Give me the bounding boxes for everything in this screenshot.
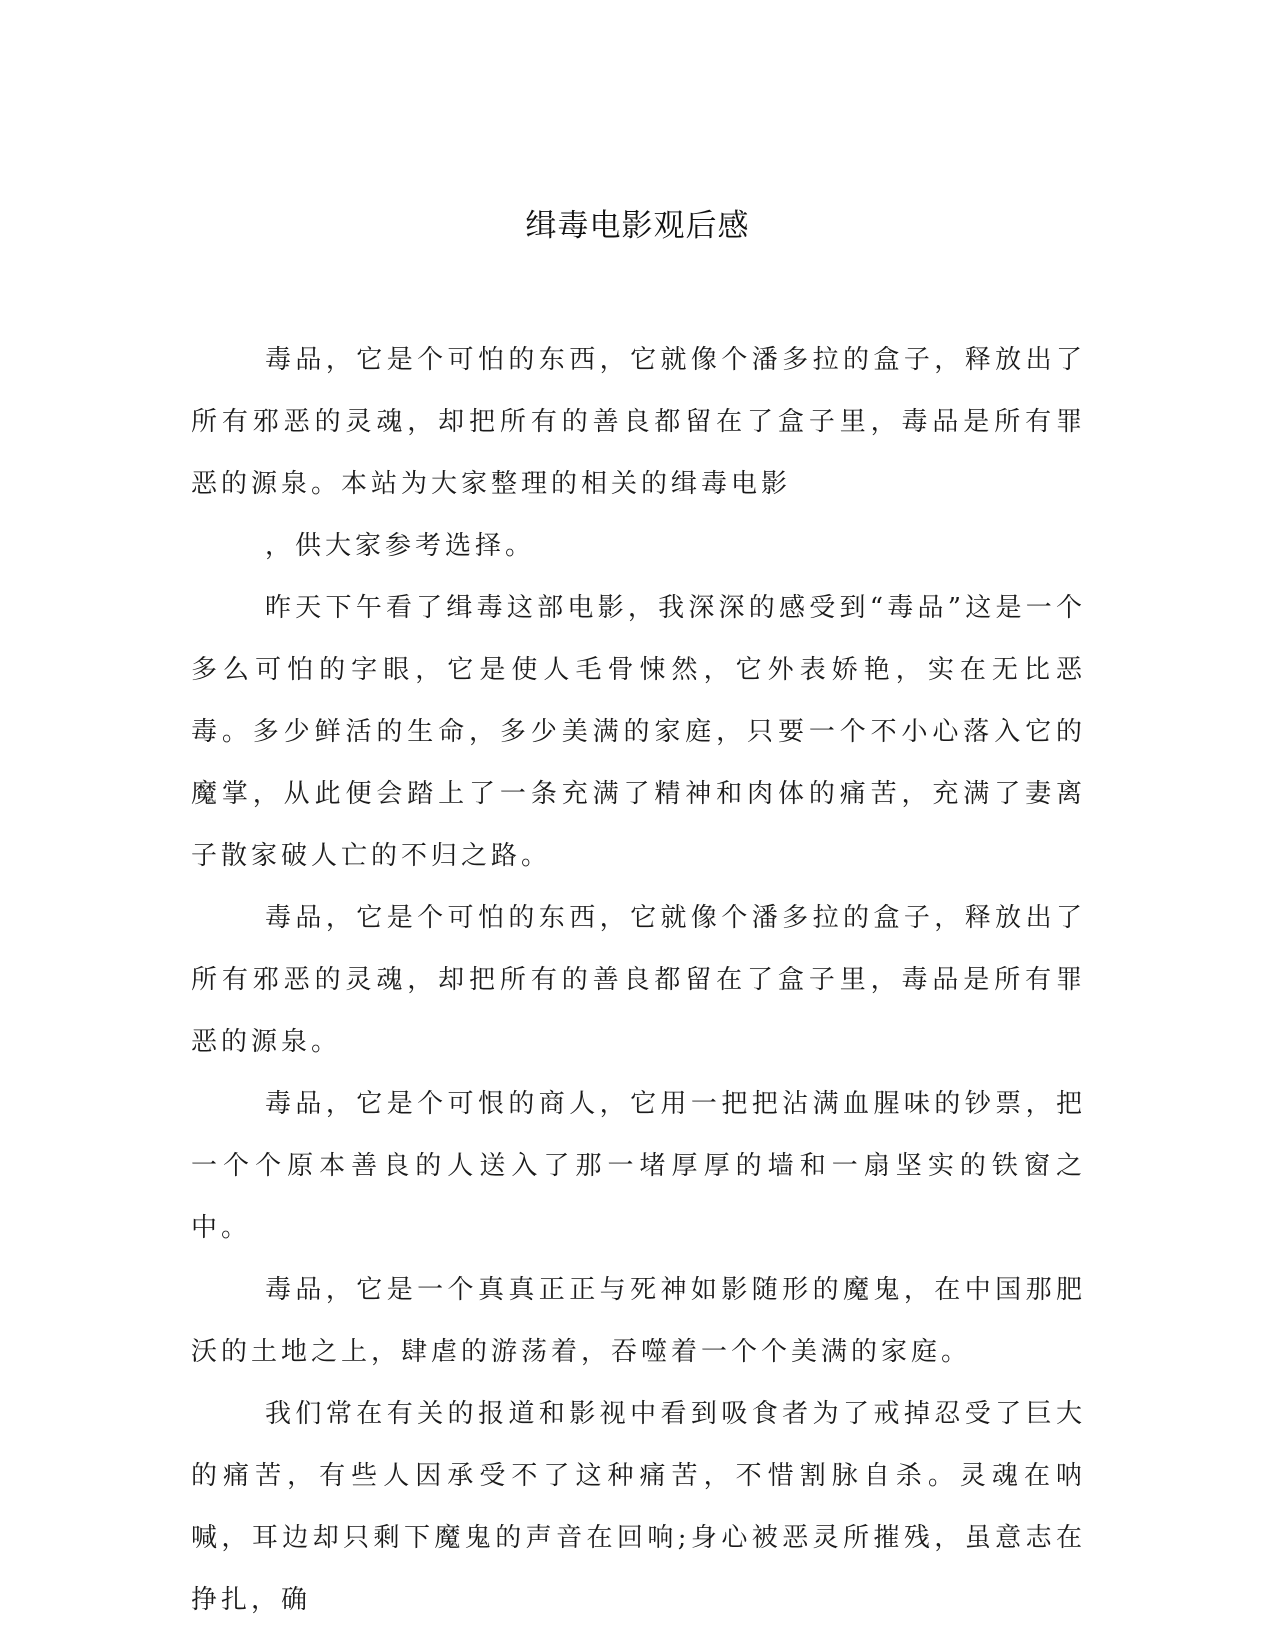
paragraph: 毒品，它是个可怕的东西，它就像个潘多拉的盒子，释放出了所有邪恶的灵魂，却把所有的善良都留在了盒子里，毒品是所有罪恶的源泉。: [191, 903, 1086, 1057]
paragraph: 毒品，它是一个真真正正与死神如影随形的魔鬼，在中国那肥沃的土地之上，肆虐的游荡着，吞噬着一个个美满的家庭。: [191, 1275, 1086, 1367]
paragraph: 我们常在有关的报道和影视中看到吸食者为了戒掉忍受了巨大的痛苦，有些人因承受不了这种痛苦，不惜割脉自杀。灵魂在呐喊，耳边却只剩下魔鬼的声音在回响;身心被恶灵所摧残，虽意志在挣扎，确: [191, 1399, 1086, 1615]
paragraph: 毒品，它是个可恨的商人，它用一把把沾满血腥味的钞票，把一个个原本善良的人送入了那一堵厚厚的墙和一扇坚实的铁窗之中。: [191, 1089, 1086, 1243]
paragraph: 昨天下午看了缉毒这部电影，我深深的感受到“毒品”这是一个多么可怕的字眼，它是使人毛骨悚然，它外表娇艳，实在无比恶毒。多少鲜活的生命，多少美满的家庭，只要一个不小心落入它的魔掌，从此便会踏上了一条充满了精神和肉体的痛苦，充满了妻离子散家破人亡的不归之路。: [191, 593, 1086, 871]
paragraph: ，供大家参考选择。: [265, 531, 536, 561]
document-body: [191, 329, 1086, 1631]
document-title: 缉毒电影观后感: [525, 208, 750, 244]
paragraph: 毒品，它是个可怕的东西，它就像个潘多拉的盒子，释放出了所有邪恶的灵魂，却把所有的善良都留在了盒子里，毒品是所有罪恶的源泉。本站为大家整理的相关的缉毒电影: [191, 345, 1086, 499]
